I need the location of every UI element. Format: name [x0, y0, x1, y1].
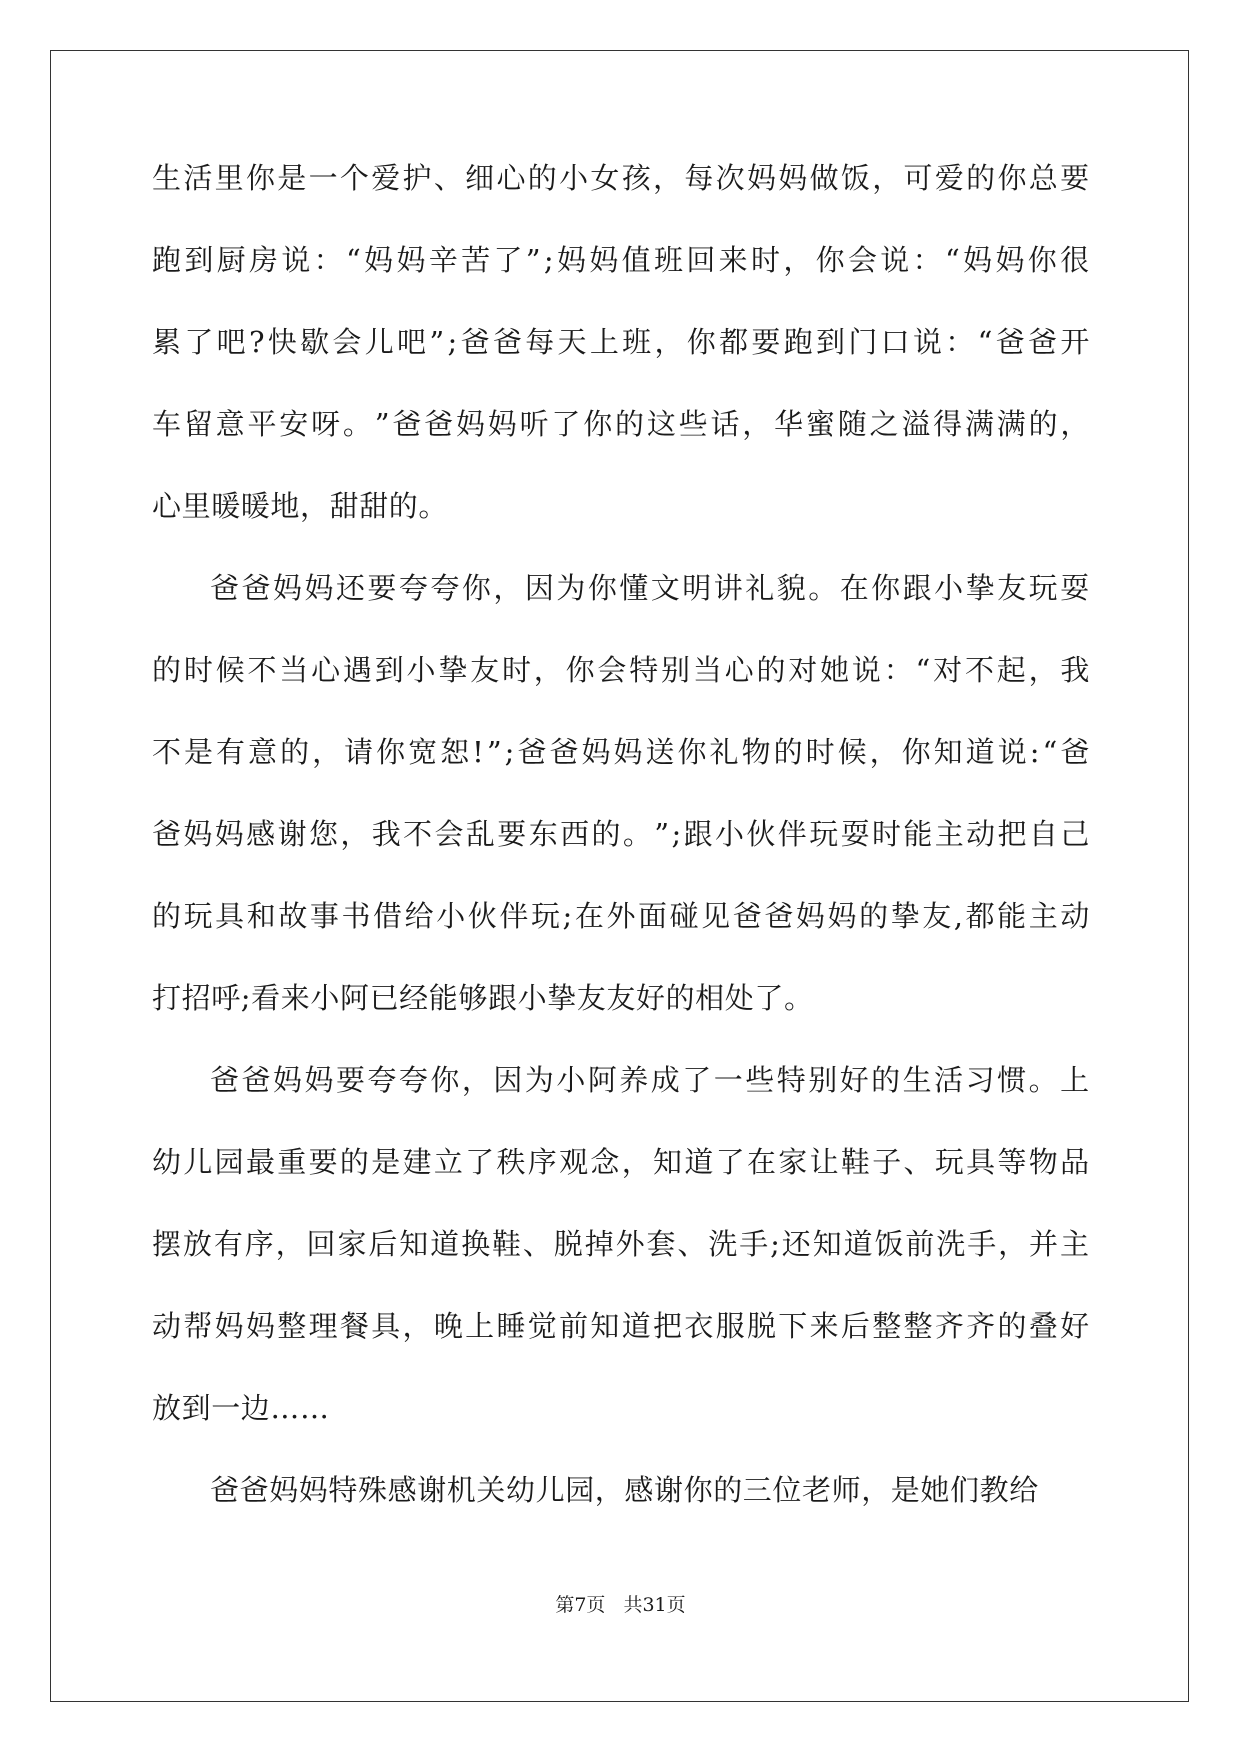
text-line [152, 1306, 1090, 1346]
text-line [152, 650, 1090, 690]
text-line-content: 动 帮 妈 妈 整 理 餐 具 ， 晚 上 睡 觉 前 知 道 把 衣 服 脱 下 来 后 整 整 齐 齐 的 叠 好 [152, 1309, 1090, 1343]
text-line [152, 240, 1090, 280]
text-line-content: 生 活 里 你 是 一 个 爱 护 、 细 心 的 小 女 孩 ， 每 次 妈 妈 做 饭 ， 可 爱 的 你 总 要 [152, 161, 1090, 195]
text-line [152, 322, 1090, 362]
text-line-content: 爸 爸 妈 妈 还 要 夸 夸 你 ， 因 为 你 懂 文 明 讲 礼 貌 。 在 你 跟 小 挚 友 玩 耍 [210, 571, 1090, 605]
text-line-content: 摆 放 有 序 ， 回 家 后 知 道 换 鞋 、 脱 掉 外 套 、 洗 手 ; 还 知 道 饭 前 洗 手 ， 并 主 [152, 1227, 1090, 1261]
text-line-content: 跑 到 厨 房 说 ： “ 妈 妈 辛 苦 了 ” ; 妈 妈 值 班 回 来 时 ， 你 会 说 ： “ 妈 妈 你 很 [152, 243, 1090, 277]
text-line-content: 累 了 吧 ? 快 歇 会 儿 吧 ” ; 爸 爸 每 天 上 班 ， 你 都 要 跑 到 门 口 说 ： “ 爸 爸 开 [152, 325, 1090, 359]
document-body [152, 158, 1090, 1552]
text-line: 爸爸妈妈特殊感谢机关幼儿园，感谢你的三位老师，是她们教给 [210, 1473, 1039, 1507]
page-number: 第7页 [555, 1594, 606, 1616]
text-line [152, 814, 1090, 854]
text-line [152, 568, 1090, 608]
page-total: 共31页 [623, 1594, 686, 1616]
text-line: 放到一边…… [152, 1391, 330, 1425]
text-line-content: 的 玩 具 和 故 事 书 借 给 小 伙 伴 玩 ; 在 外 面 碰 见 爸 爸 妈 妈 的 挚 友 , 都 能 主 动 [152, 899, 1090, 933]
text-line [152, 404, 1090, 444]
text-line-content: 爸 妈 妈 感 谢 您 ， 我 不 会 乱 要 东 西 的 。 ” ; 跟 小 伙 伴 玩 耍 时 能 主 动 把 自 己 [152, 817, 1090, 851]
page-footer [0, 1590, 1241, 1617]
text-line [152, 1224, 1090, 1264]
text-line [152, 1142, 1090, 1182]
text-line-content: 幼 儿 园 最 重 要 的 是 建 立 了 秩 序 观 念 ， 知 道 了 在 家 让 鞋 子 、 玩 具 等 物 品 [152, 1145, 1090, 1179]
text-line-content: 爸 爸 妈 妈 要 夸 夸 你 ， 因 为 小 阿 养 成 了 一 些 特 别 好 的 生 活 习 惯 。 上 [210, 1063, 1090, 1097]
text-line [152, 158, 1090, 198]
text-line: 心里暖暖地，甜甜的。 [152, 489, 449, 523]
text-line-content: 不 是 有 意 的 ， 请 你 宽 恕 ! ” ; 爸 爸 妈 妈 送 你 礼 物 的 时 候 ， 你 知 道 说 : “ 爸 [152, 735, 1090, 769]
text-line [152, 732, 1090, 772]
text-line [152, 1060, 1090, 1100]
text-line-content: 车 留 意 平 安 呀 。 ” 爸 爸 妈 妈 听 了 你 的 这 些 话 ， 华 蜜 随 之 溢 得 满 满 的 ， [152, 407, 1090, 441]
text-line [152, 896, 1090, 936]
text-line: 打招呼;看来小阿已经能够跟小挚友友好的相处了。 [152, 981, 814, 1015]
text-line-content: 的 时 候 不 当 心 遇 到 小 挚 友 时 ， 你 会 特 别 当 心 的 对 她 说 ： “ 对 不 起 ， 我 [152, 653, 1090, 687]
